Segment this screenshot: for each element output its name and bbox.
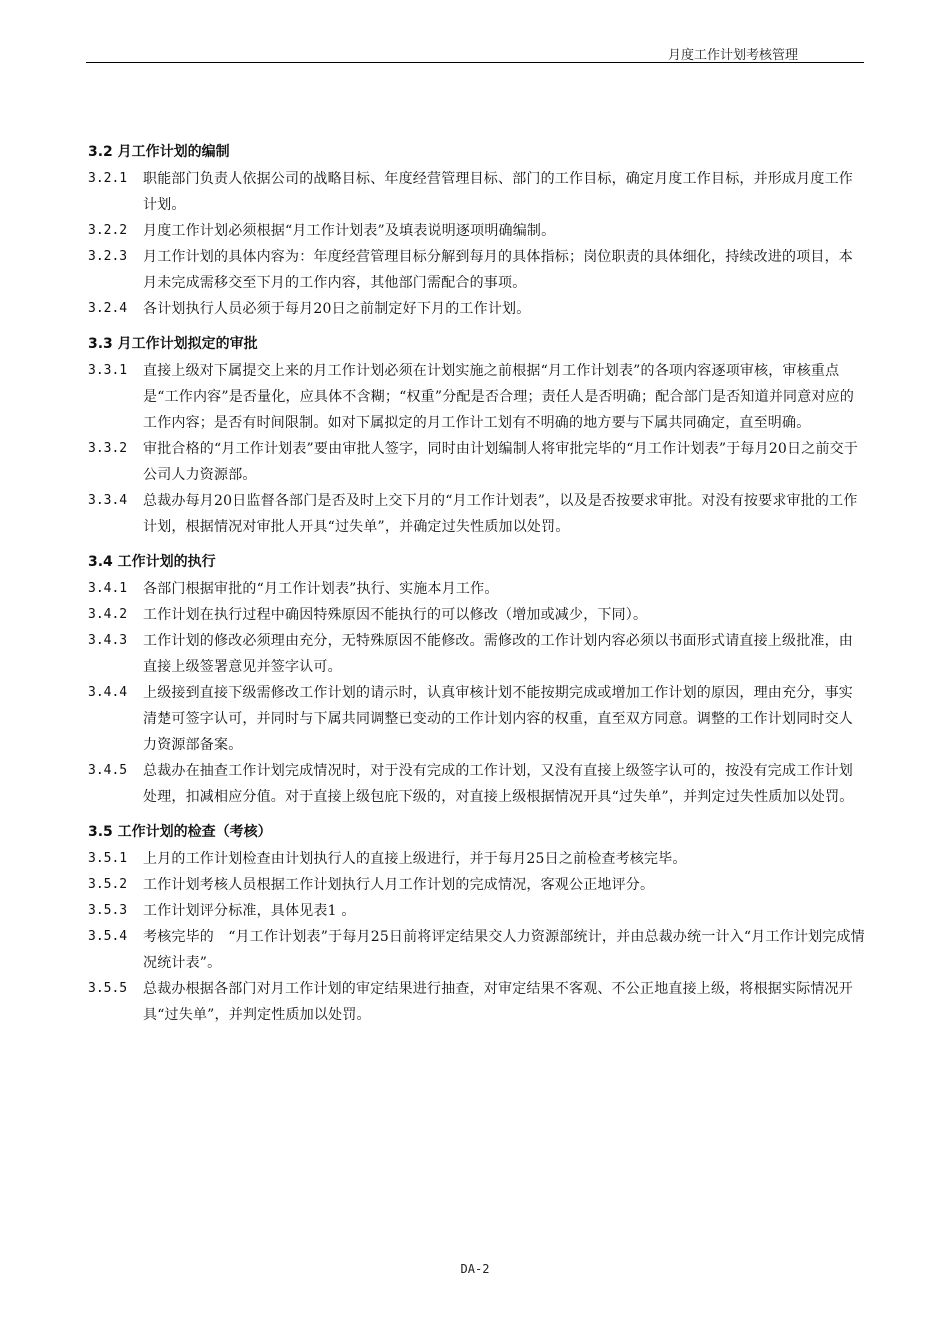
clause-number: 3.5.4 bbox=[88, 929, 128, 944]
clause-number: 3.2.4 bbox=[88, 301, 128, 316]
clause-item bbox=[86, 898, 866, 924]
clause-text: 审批合格的“月工作计划表”要由审批人签字，同时由计划编制人将审批完毕的“月工作计划表”于每月20日之前交于公司人力资源部。 bbox=[143, 441, 859, 483]
clause-number: 3.5.5 bbox=[88, 981, 128, 996]
clause-number: 3.4.3 bbox=[88, 633, 128, 648]
clause-item bbox=[86, 758, 866, 810]
section-heading: 3.2 月工作计划的编制 bbox=[88, 144, 230, 160]
clause-text: 工作计划考核人员根据工作计划执行人月工作计划的完成情况，客观公正地评分。 bbox=[143, 877, 655, 893]
clause-number: 3.3.1 bbox=[88, 363, 128, 378]
clause-text: 总裁办每月20日监督各部门是否及时上交下月的“月工作计划表”，以及是否按要求审批。对没有按要求审批的工作计划，根据情况对审批人开具“过失单”，并确定过失性质加以处罚。 bbox=[143, 493, 858, 535]
clause-number: 3.4.5 bbox=[88, 763, 128, 778]
clause-item bbox=[86, 628, 866, 680]
clause-number: 3.2.1 bbox=[88, 171, 128, 186]
clause-text: 月度工作计划必须根据“月工作计划表”及填表说明逐项明确编制。 bbox=[143, 223, 556, 239]
clause-text: 总裁办根据各部门对月工作计划的审定结果进行抽查，对审定结果不客观、不公正地直接上级，将根据实际情况开具“过失单”，并判定性质加以处罚。 bbox=[143, 981, 853, 1023]
clause-text: 上月的工作计划检查由计划执行人的直接上级进行，并于每月25日之前检查考核完毕。 bbox=[143, 851, 687, 867]
clause-text: 各计划执行人员必须于每月20日之前制定好下月的工作计划。 bbox=[143, 301, 531, 317]
clause-number: 3.4.4 bbox=[88, 685, 128, 700]
clause-text: 工作计划的修改必须理由充分，无特殊原因不能修改。需修改的工作计划内容必须以书面形式请直接上级批准，由直接上级签署意见并签字认可。 bbox=[143, 633, 853, 675]
clause-number: 3.5.3 bbox=[88, 903, 128, 918]
section-heading: 3.5 工作计划的检查（考核） bbox=[88, 824, 272, 840]
section bbox=[86, 550, 866, 810]
clause-text: 直接上级对下属提交上来的月工作计划必须在计划实施之前根据“月工作计划表”的各项内容逐项审核，审核重点是“工作内容”是否量化，应具体不含糊；“权重”分配是否合理；责任人是否明确；配合部门是否知道并同意对应的工作内容；是否有时间限制。如对下属拟定的月工作计工划有不明确的地方要与下属共同确定，直至明确。 bbox=[143, 363, 855, 431]
clause-number: 3.5.1 bbox=[88, 851, 128, 866]
clause-text: 总裁办在抽查工作计划完成情况时，对于没有完成的工作计划，又没有直接上级签字认可的，按没有完成工作计划处理，扣减相应分值。对于直接上级包庇下级的，对直接上级根据情况开具“过失单”，并判定过失性质加以处罚。 bbox=[143, 763, 854, 805]
clause-number: 3.2.2 bbox=[88, 223, 128, 238]
clause-item bbox=[86, 436, 866, 488]
clause-text: 考核完毕的 “月工作计划表”于每月25日前将评定结果交人力资源部统计，并由总裁办统一计入“月工作计划完成情况统计表”。 bbox=[143, 929, 865, 971]
header-title: 月度工作计划考核管理 bbox=[667, 48, 798, 63]
section bbox=[86, 332, 866, 540]
section-heading: 3.4 工作计划的执行 bbox=[88, 554, 216, 570]
clause-item bbox=[86, 976, 866, 1028]
clause-item bbox=[86, 872, 866, 898]
clause-item bbox=[86, 924, 866, 976]
document-body bbox=[86, 140, 866, 1038]
section bbox=[86, 820, 866, 1028]
clause-number: 3.3.4 bbox=[88, 493, 128, 508]
clause-number: 3.5.2 bbox=[88, 877, 128, 892]
clause-text: 上级接到直接下级需修改工作计划的请示时，认真审核计划不能按期完成或增加工作计划的原因，理由充分，事实清楚可签字认可，并同时与下属共同调整已变动的工作计划内容的权重，直至双方同意。调整的工作计划同时交人力资源部备案。 bbox=[143, 685, 853, 753]
clause-item bbox=[86, 218, 866, 244]
clause-text: 工作计划评分标准，具体见表1 。 bbox=[143, 903, 356, 919]
clause-item bbox=[86, 244, 866, 296]
section bbox=[86, 140, 866, 322]
clause-item bbox=[86, 602, 866, 628]
clause-number: 3.3.2 bbox=[88, 441, 128, 456]
clause-text: 月工作计划的具体内容为：年度经营管理目标分解到每月的具体指标；岗位职责的具体细化，持续改进的项目，本月未完成需移交至下月的工作内容，其他部门需配合的事项。 bbox=[143, 249, 853, 291]
clause-text: 职能部门负责人依据公司的战略目标、年度经营管理目标、部门的工作目标，确定月度工作目标，并形成月度工作计划。 bbox=[143, 171, 853, 213]
clause-item bbox=[86, 680, 866, 758]
header-divider bbox=[86, 62, 864, 63]
clause-item bbox=[86, 296, 866, 322]
clause-item bbox=[86, 488, 866, 540]
section-heading: 3.3 月工作计划拟定的审批 bbox=[88, 336, 258, 352]
clause-number: 3.4.2 bbox=[88, 607, 128, 622]
clause-text: 工作计划在执行过程中确因特殊原因不能执行的可以修改（增加或减少，下同）。 bbox=[143, 607, 648, 623]
clause-item bbox=[86, 576, 866, 602]
page-number: DA-2 bbox=[460, 1262, 490, 1276]
clause-item bbox=[86, 358, 866, 436]
clause-text: 各部门根据审批的“月工作计划表”执行、实施本月工作。 bbox=[143, 581, 499, 597]
clause-item bbox=[86, 166, 866, 218]
clause-item bbox=[86, 846, 866, 872]
clause-number: 3.2.3 bbox=[88, 249, 128, 264]
clause-number: 3.4.1 bbox=[88, 581, 128, 596]
